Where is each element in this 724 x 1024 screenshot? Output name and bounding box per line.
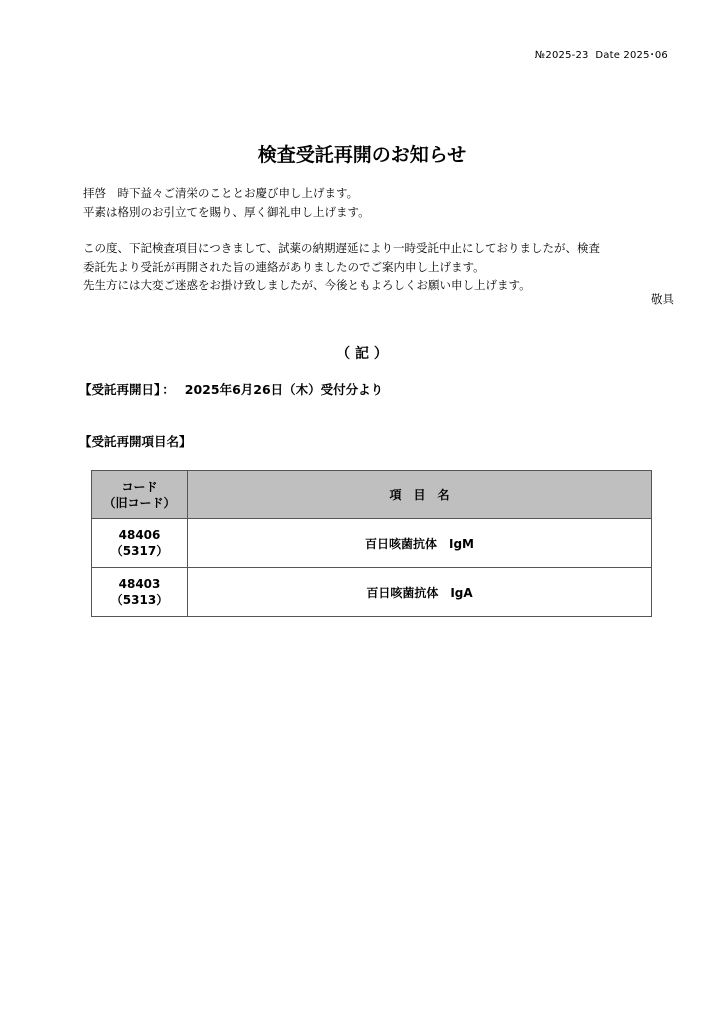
- resume-date: [79, 380, 383, 398]
- document-date: Date 2025･06: [595, 50, 668, 61]
- greeting-line-2: 平素は格別のお引立てを賜り、厚く御礼申し上げます。: [83, 204, 370, 219]
- paragraph-spacer: [83, 221, 600, 239]
- body-line-2: 委託先より受託が再開された旨の連絡がありましたのでご案内申し上げます。: [83, 259, 485, 274]
- body-line-1: この度、下記検査項目につきまして、試薬の納期遅延により一時受託中止にしておりましたが、検査: [83, 241, 601, 255]
- letter-body: [83, 184, 600, 295]
- items-table: [91, 470, 652, 617]
- ki-heading: （ 記 ）: [336, 346, 388, 362]
- header-item-name: 項 目 名: [188, 471, 652, 519]
- header-code-line-2: （旧コード）: [103, 495, 176, 510]
- document-number: №2025-23: [534, 50, 589, 61]
- row-code: 48403: [118, 577, 161, 591]
- row-code-cell: [92, 519, 188, 568]
- row-old-code: （5313）: [110, 593, 169, 607]
- header-code: [92, 471, 188, 519]
- document-reference: [535, 46, 668, 61]
- closing-keigu: 敬具: [651, 292, 674, 306]
- row-code: 48406: [118, 528, 161, 542]
- header-code-line-1: コード: [121, 479, 158, 494]
- table-row: [92, 519, 652, 568]
- items-heading: 【受託再開項目名】: [79, 434, 192, 449]
- table-row: [92, 568, 652, 617]
- row-old-code: （5317）: [110, 544, 169, 558]
- table-header-row: [92, 471, 652, 519]
- resume-date-label: 【受託再開日】: [79, 382, 161, 397]
- resume-date-separator: ：: [162, 382, 175, 397]
- greeting-line-1: 拝啓 時下益々ご清栄のこととお慶び申し上げます。: [83, 186, 359, 200]
- body-line-3: 先生方には大変ご迷惑をお掛け致しましたが、今後ともよろしくお願い申し上げます。: [83, 278, 531, 292]
- row-code-cell: [92, 568, 188, 617]
- row-item-name: 百日咳菌抗体 IgA: [188, 568, 652, 617]
- resume-date-value: 2025年6月26日（木）受付分より: [184, 382, 384, 397]
- page-title: 検査受託再開のお知らせ: [257, 144, 467, 166]
- row-item-name: 百日咳菌抗体 IgM: [188, 519, 652, 568]
